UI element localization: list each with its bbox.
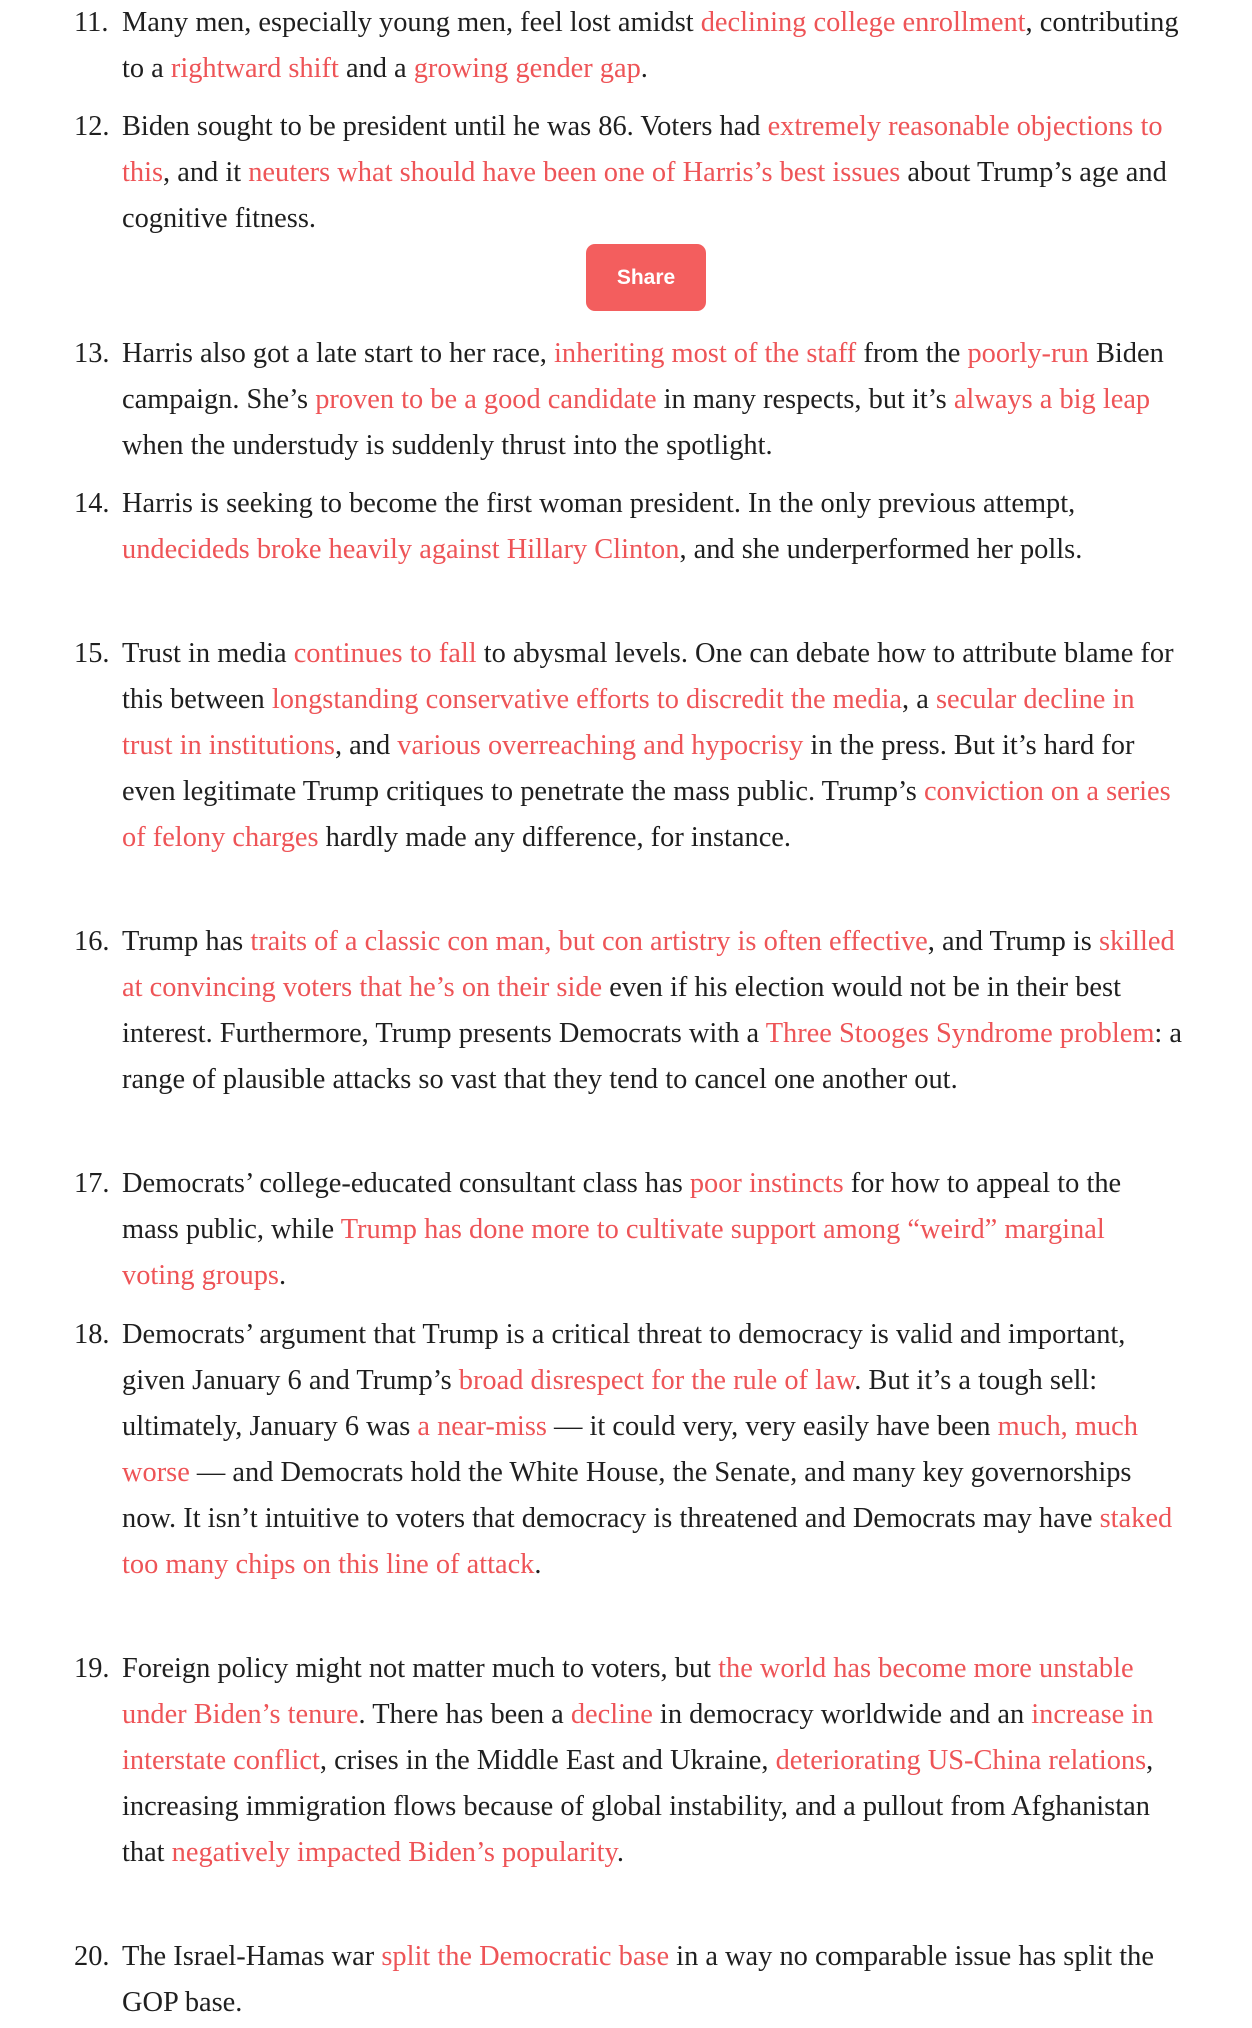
text-run: in many respects, but it’s	[656, 384, 954, 415]
text-run: Foreign policy might not matter much to voters, but	[122, 1653, 719, 1684]
list-item	[74, 1934, 1184, 2026]
text-run: Biden sought to be president until he was 86. Voters had	[122, 111, 768, 142]
text-run: — it could very, very easily have been	[546, 1411, 998, 1442]
text-run: and a	[338, 53, 414, 84]
text-run: about Trump’s age and cognitive fitness.	[122, 157, 1167, 234]
item-number: 14.	[74, 488, 110, 519]
text-run: in a way no comparable issue has split the GOP base.	[122, 1941, 1154, 2018]
inline-link[interactable]: various overreaching and hypocrisy	[397, 730, 804, 761]
text-run: Harris also got a late start to her race,	[122, 338, 554, 369]
list-item	[74, 104, 1184, 242]
inline-link[interactable]: poorly-run	[967, 338, 1089, 369]
text-run: , increasing immigration flows because of global instability, and a pullout from Afghanistan that	[122, 1745, 1154, 1868]
inline-link[interactable]: always a big leap	[953, 384, 1151, 415]
inline-link[interactable]: a near-miss	[417, 1411, 547, 1442]
item-text	[122, 481, 1184, 573]
text-run: .	[616, 1837, 624, 1868]
inline-link[interactable]: inheriting most of the staff	[554, 338, 857, 369]
inline-link[interactable]: undecideds broke heavily against Hillary Clinton	[122, 534, 680, 565]
item-number: 11.	[74, 7, 109, 38]
text-run: even if his election would not be in their best interest. Furthermore, Trump presents Democrats with a	[122, 972, 1121, 1049]
list-item	[74, 631, 1184, 861]
text-run: . But it’s a tough sell: ultimately, January 6 was	[122, 1365, 1098, 1442]
text-run: in democracy worldwide and an	[652, 1699, 1032, 1730]
text-run: , and she underperformed her polls.	[679, 534, 1083, 565]
inline-link[interactable]: Three Stooges Syndrome problem	[765, 1018, 1155, 1049]
inline-link[interactable]: increase in interstate conflict	[122, 1699, 1154, 1776]
inline-link[interactable]: negatively impacted Biden’s popularity	[171, 1837, 617, 1868]
inline-link[interactable]: neuters what should have been one of Harris’s best issues	[248, 157, 901, 188]
inline-link[interactable]: much, much worse	[122, 1411, 1138, 1488]
inline-link[interactable]: poor instincts	[689, 1168, 844, 1199]
text-run: Many men, especially young men, feel lost amidst	[122, 7, 701, 38]
list-item	[74, 1312, 1184, 1588]
list-item	[74, 919, 1184, 1103]
inline-link[interactable]: Trump has done more to cultivate support among “weird” marginal voting groups	[122, 1214, 1105, 1291]
inline-link[interactable]: longstanding conservative efforts to discredit the media	[271, 684, 903, 715]
text-run: Democrats’ college-educated consultant class has	[122, 1168, 690, 1199]
text-run: , contributing to a	[122, 7, 1179, 84]
item-number: 15.	[74, 638, 110, 669]
item-number: 20.	[74, 1941, 110, 1972]
list-item	[74, 0, 1184, 92]
text-run: . There has been a	[358, 1699, 571, 1730]
inline-link[interactable]: proven to be a good candidate	[315, 384, 657, 415]
item-text	[122, 331, 1184, 469]
inline-link[interactable]: the world has become more unstable under Biden’s tenure	[122, 1653, 1134, 1730]
item-text	[122, 1312, 1184, 1588]
inline-link[interactable]: secular decline in trust in institutions	[122, 684, 1135, 761]
list-item	[74, 1161, 1184, 1299]
text-run: for how to appeal to the mass public, while	[122, 1168, 1122, 1245]
text-run: — and Democrats hold the White House, the Senate, and many key governorships now. It isn’t intuitive to voters that democracy is threatened and Democrats may have	[122, 1457, 1132, 1534]
item-text	[122, 1934, 1184, 2026]
list-item	[74, 331, 1184, 469]
share-container	[586, 244, 706, 311]
inline-link[interactable]: continues to fall	[293, 638, 477, 669]
inline-link[interactable]: traits of a classic con man, but con artistry is often effective	[250, 926, 928, 957]
text-run: .	[278, 1260, 287, 1291]
text-run: hardly made any difference, for instance.	[318, 822, 792, 853]
text-run: , crises in the Middle East and Ukraine,	[319, 1745, 776, 1776]
item-text	[122, 919, 1184, 1103]
text-run: , and it	[163, 157, 249, 188]
item-text	[122, 1646, 1184, 1876]
item-number: 19.	[74, 1653, 110, 1684]
inline-link[interactable]: extremely reasonable objections to this	[122, 111, 1163, 188]
text-run: Trust in media	[122, 638, 294, 669]
inline-link[interactable]: rightward shift	[170, 53, 339, 84]
item-text	[122, 1161, 1184, 1299]
text-run: The Israel-Hamas war	[122, 1941, 382, 1972]
text-run: , a	[902, 684, 936, 715]
inline-link[interactable]: deteriorating US-China relations	[775, 1745, 1147, 1776]
inline-link[interactable]: split the Democratic base	[381, 1941, 670, 1972]
inline-link[interactable]: skilled at convincing voters that he’s on their side	[122, 926, 1175, 1003]
inline-link[interactable]: growing gender gap	[413, 53, 641, 84]
list-item	[74, 481, 1184, 573]
inline-link[interactable]: staked too many chips on this line of attack	[122, 1503, 1173, 1580]
item-number: 12.	[74, 111, 110, 142]
item-number: 18.	[74, 1319, 110, 1350]
text-run: when the understudy is suddenly thrust into the spotlight.	[122, 430, 773, 461]
text-run: Democrats’ argument that Trump is a critical threat to democracy is valid and important, given January 6 and Trump’s	[122, 1319, 1126, 1396]
text-run: to abysmal levels. One can debate how to attribute blame for this between	[122, 638, 1174, 715]
item-number: 17.	[74, 1168, 110, 1199]
list-item	[74, 1646, 1184, 1876]
text-run: , and Trump is	[927, 926, 1099, 957]
item-text	[122, 104, 1184, 242]
text-run: : a range of plausible attacks so vast that they tend to cancel one another out.	[122, 1018, 1183, 1095]
text-run: .	[640, 53, 648, 84]
text-run: from the	[856, 338, 968, 369]
item-text	[122, 631, 1184, 861]
inline-link[interactable]: decline	[570, 1699, 653, 1730]
item-text	[122, 0, 1184, 92]
text-run: in the press. But it’s hard for even legitimate Trump critiques to penetrate the mass public. Trump’s	[122, 730, 1135, 807]
text-run: , and	[334, 730, 398, 761]
inline-link[interactable]: declining college enrollment	[700, 7, 1026, 38]
text-run: Trump has	[122, 926, 251, 957]
item-number: 13.	[74, 338, 110, 369]
share-button[interactable]: Share	[586, 244, 706, 311]
text-run: .	[534, 1549, 542, 1580]
item-number: 16.	[74, 926, 110, 957]
text-run: Biden campaign. She’s	[122, 338, 1164, 415]
text-run: Harris is seeking to become the first woman president. In the only previous attempt,	[122, 488, 1076, 519]
inline-link[interactable]: broad disrespect for the rule of law	[458, 1365, 855, 1396]
inline-link[interactable]: conviction on a series of felony charges	[122, 776, 1171, 853]
